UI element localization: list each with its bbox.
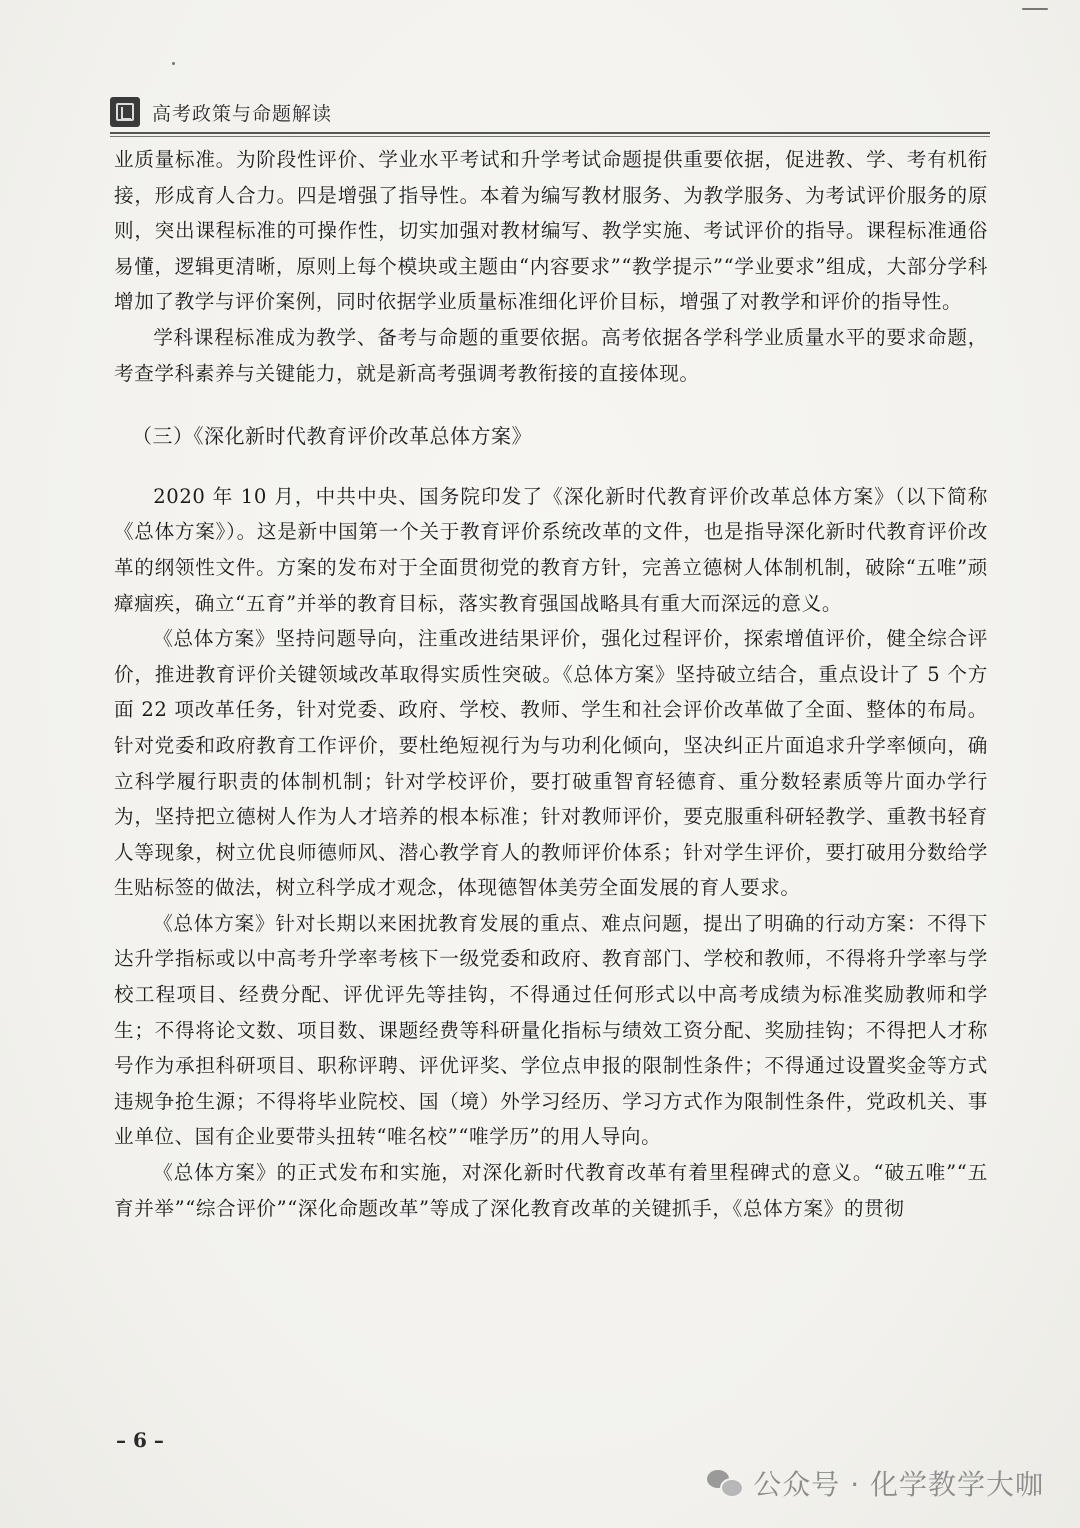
book-logo-icon — [110, 97, 140, 127]
body-text — [114, 142, 988, 1226]
header-rule — [110, 132, 990, 134]
header-title: 高考政策与命题解读 — [152, 102, 333, 125]
scan-speck — [1022, 8, 1048, 10]
paragraph: 《总体方案》的正式发布和实施，对深化新时代教育改革有着里程碑式的意义。“破五唯”“五育并举”“综合评价”“深化命题改革”等成了深化教育改革的关键抓手，《总体方案》的贯彻 — [114, 1161, 988, 1220]
running-header — [110, 94, 332, 130]
paragraph: 《总体方案》针对长期以来困扰教育发展的重点、难点问题，提出了明确的行动方案：不得下达升学指标或以中高考升学率考核下一级党委和政府、教育部门、学校和教师，不得将升学率与学校工程项目、经费分配、评优评先等挂钩，不得通过任何形式以中高考成绩为标准奖励教师和学生；不得将论文数、项目数、课题经费等科研量化指标与绩效工资分配、奖励挂钩；不得把人才称号作为承担科研项目、职称评聘、评优评奖、学位点申报的限制性条件；不得通过设置奖金等方式违规争抢生源；不得将毕业院校、国（境）外学习经历、学习方式作为限制性条件，党政机关、事业单位、国有企业要带头扭转“唯名校”“唯学历”的用人导向。 — [114, 911, 988, 1149]
paragraph: 学科课程标准成为教学、备考与命题的重要依据。高考依据各学科学业质量水平的要求命题，考查学科素养与关键能力，就是新高考强调考教衔接的直接体现。 — [114, 325, 988, 385]
paragraph: 《总体方案》坚持问题导向，注重改进结果评价，强化过程评价，探索增值评价，健全综合评价，推进教育评价关键领域改革取得实质性突破。《总体方案》坚持破立结合，重点设计了 5 个方面 22 项改革任务，针对党委、政府、学校、教师、学生和社会评价改革做了全面、整体的布局。针对党委和政府教育工作评价，要杜绝短视行为与功利化倾向，坚决纠正片面追求升学率倾向，确立科学履行职责的体制机制；针对学校评价，要打破重智育轻德育、重分数轻素质等片面办学行为，坚持把立德树人作为人才培养的根本标准；针对教师评价，要克服重科研轻教学、重教书轻育人等现象，树立优良师德师风、潜心教学育人的教师评价体系；针对学生评价，要打破用分数给学生贴标签的做法，树立科学成才观念，体现德智体美劳全面发展的育人要求。 — [114, 627, 988, 900]
paragraph: 2020 年 10 月，中共中央、国务院印发了《深化新时代教育评价改革总体方案》（以下简称《总体方案》）。这是新中国第一个关于教育评价系统改革的文件，也是指导深化新时代教育评价改革的纲领性文件。方案的发布对于全面贯彻党的教育方针，完善立德树人体制机制，破除“五唯”顽瘴痼疾，确立“五育”并举的教育目标，落实教育强国战略具有重大而深远的意义。 — [114, 484, 988, 615]
watermark-text: 公众号 · 化学教学大咖 — [753, 1468, 1044, 1501]
header-rule-thin — [110, 136, 990, 137]
page-number: – 6 – — [116, 1428, 164, 1452]
wechat-icon — [707, 1468, 741, 1498]
section-heading: （三）《深化新时代教育评价改革总体方案》 — [132, 424, 532, 449]
watermark — [707, 1463, 1044, 1503]
scan-speck — [172, 62, 175, 65]
paragraph: 业质量标准。为阶段性评价、学业水平考试和升学考试命题提供重要依据，促进教、学、考有机衔接，形成育人合力。四是增强了指导性。本着为编写教材服务、为教学服务、为考试评价服务的原则，突出课程标准的可操作性，切实加强对教材编写、教学实施、考试评价的指导。课程标准通俗易懂，逻辑更清晰，原则上每个模块或主题由“内容要求”“教学提示”“学业要求”组成，大部分学科增加了教学与评价案例，同时依据学业质量标准细化评价目标，增强了对教学和评价的指导性。 — [114, 148, 988, 314]
